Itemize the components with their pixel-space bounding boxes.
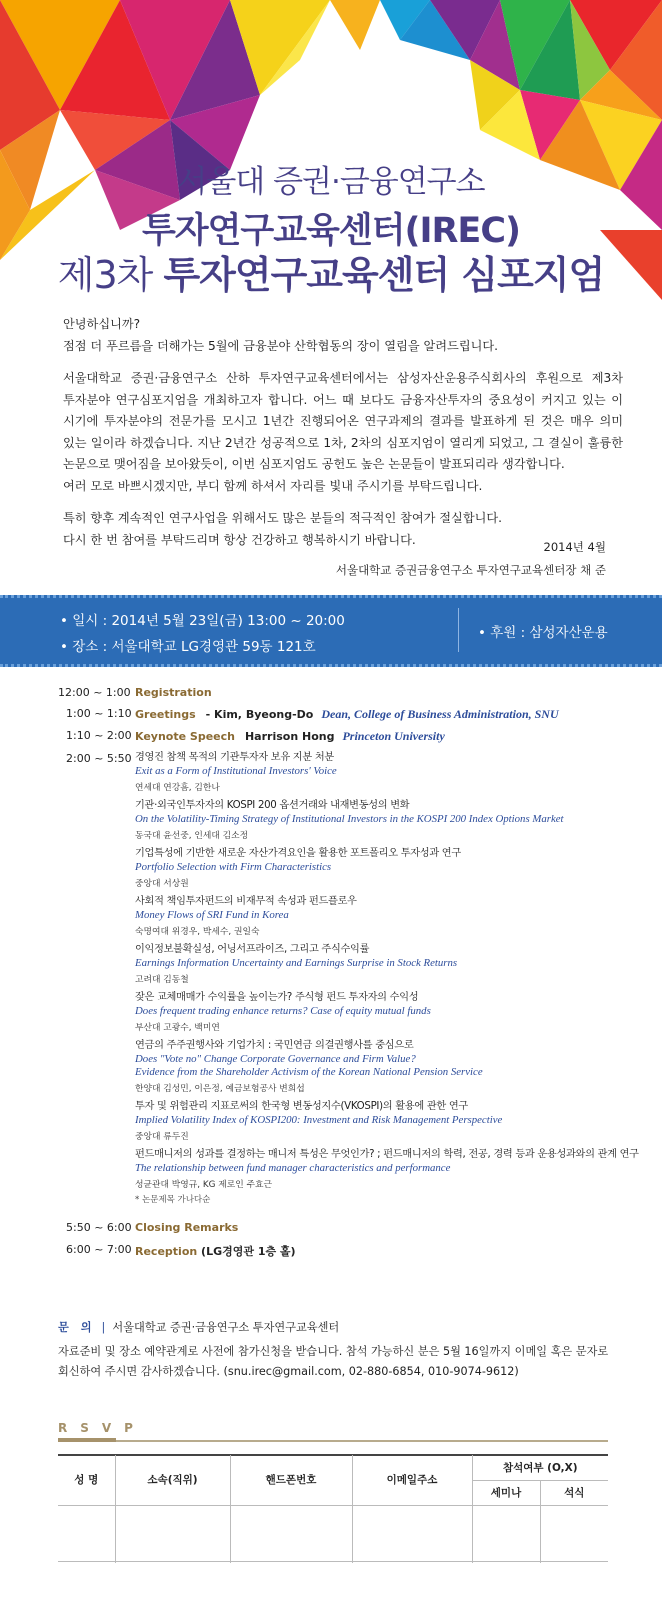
contact-label: 문 의	[58, 1321, 96, 1334]
paper-title-en: The relationship between fund manager characteristics and performance	[135, 1162, 451, 1174]
ordering-note: * 논문제목 가나다순	[135, 1195, 211, 1205]
closing-line: 다시 한 번 참여를 부탁드리며 항상 건강하고 행복하시기 바랍니다.	[63, 532, 416, 547]
greeting-line: 안녕하십니까?	[63, 317, 141, 331]
time-session: 2:00 ~ 5:50	[66, 752, 132, 765]
program-keynote	[135, 729, 445, 744]
paper-title-en: Earnings Information Uncertainty and Earnings Surprise in Stock Returns	[135, 957, 458, 969]
letter-date: 2014년 4월	[543, 540, 606, 554]
paper-item	[135, 991, 645, 1033]
paper-item	[135, 799, 645, 841]
greeting-paragraph	[63, 314, 623, 357]
center-name: 서울대 증권·금융연구소	[177, 164, 485, 200]
paper-item	[135, 943, 645, 985]
keynote-affiliation: Princeton University	[342, 729, 445, 743]
paper-item	[135, 1100, 645, 1142]
paper-title-ko: 잦은 교체매매가 수익률을 높이는가? 주식형 펀드 투자자의 수익성	[135, 992, 419, 1003]
paper-title-en: Implied Volatility Index of KOSPI200: Investment and Risk Management Perspective	[135, 1114, 503, 1126]
paper-item	[135, 1039, 645, 1094]
contact-section	[58, 1318, 638, 1382]
paper-title-ko: 투자 및 위험관리 지표로써의 한국형 변동성지수(VKOSPI)의 활용에 관한 연구	[135, 1101, 468, 1112]
paper-item	[135, 895, 645, 937]
paper-title-ko: 이익정보불확실성, 어닝서프라이즈, 그리고 주식수익률	[135, 944, 370, 955]
program-greetings	[135, 707, 559, 722]
time-keynote: 1:10 ~ 2:00	[66, 729, 132, 742]
event-place: • 장소 : 서울대학교 LG경영관 59동 121호	[60, 639, 316, 655]
paper-title-ko: 펀드매니저의 성과를 결정하는 매니저 특성은 무엇인가? ; 펀드매니저의 학력, 전공, 경력 등과 운용성과와의 관계 연구	[135, 1149, 639, 1160]
event-info-band	[0, 595, 662, 667]
paper-title-en: Does frequent trading enhance returns? Case of equity mutual funds	[135, 1005, 431, 1017]
paper-authors: 동국대 윤선중, 인세대 김소정	[135, 831, 249, 841]
rsvp-title: RSVP	[58, 1421, 146, 1435]
greetings-affiliation: Dean, College of Business Administration, SNU	[321, 707, 559, 721]
rsvp-col-attendance: 참석여부 (O,X)	[472, 1455, 608, 1480]
body-line: 여러 모로 바쁘시겠지만, 부디 함께 하셔서 자리를 빛내 주시기를 부탁드립니다.	[63, 478, 483, 493]
paper-authors: 중앙대 류두진	[135, 1132, 189, 1142]
paper-authors: 숙명여대 위경우, 박세수, 권일숙	[135, 927, 260, 937]
rsvp-cell-seminar[interactable]	[472, 1505, 540, 1563]
rsvp-col-phone: 핸드폰번호	[230, 1455, 352, 1505]
rsvp-cell-affiliation[interactable]	[115, 1505, 230, 1563]
body-line: 투자분야 연구심포지엄을 개최하고자 합니다. 어느 때 보다도 금융자산투자의 중요성이 커지고 있는 이	[63, 392, 623, 407]
invitation-letter	[63, 314, 623, 562]
center-title: 투자연구교육센터(IREC)	[141, 211, 521, 251]
paper-item	[135, 847, 645, 889]
time-closing: 5:50 ~ 6:00	[66, 1221, 132, 1234]
time-registration: 12:00 ~ 1:00	[58, 686, 131, 699]
paper-item	[135, 1148, 645, 1190]
paper-title-ko: 경영진 참책 목적의 기관투자자 보유 지분 처분	[135, 752, 334, 763]
paper-title-en: Exit as a Form of Institutional Investors' Voice	[135, 765, 337, 777]
contact-header	[58, 1318, 638, 1338]
symposium-title-prefix: 제3차	[57, 253, 164, 297]
contact-org: 서울대학교 증권·금융연구소 투자연구교육센터	[112, 1321, 340, 1334]
closing-line: 특히 향후 계속적인 연구사업을 위해서도 많은 분들의 적극적인 참여가 절실합니다.	[63, 511, 503, 525]
paper-authors: 성균관대 박영규, KG 제로인 주효근	[135, 1180, 273, 1190]
symposium-title	[0, 244, 662, 299]
paper-authors: 연세대 연강흠, 김한나	[135, 783, 220, 793]
paper-authors: 한양대 김성민, 이은정, 예금보험공사 변희섭	[135, 1084, 305, 1094]
body-line: 서울대학교 증권·금융연구소 산하 투자연구교육센터에서는 삼성자산운용주식회사의 후원으로 제3차	[63, 371, 623, 385]
body-line: 있는 일이라 하겠습니다. 지난 2년간 성공적으로 1차, 2차의 심포지엄이 열리게 되었고, 그 결실이 훌륭한	[63, 435, 623, 450]
rsvp-entry-row	[58, 1505, 608, 1563]
body-line: 논문으로 맺어짐을 보아왔듯이, 이번 심포지엄도 공헌도 높은 논문들이 발표되리라 생각합니다.	[63, 457, 565, 471]
label-closing: Closing Remarks	[135, 1221, 239, 1234]
contact-line: 자료준비 및 장소 예약관계로 사전에 참가신청을 받습니다. 참석 가능하신 분은 5월 16일까지 이메일 혹은 문자로	[58, 1345, 609, 1358]
rsvp-col-email: 이메일주소	[352, 1455, 472, 1505]
rsvp-cell-phone[interactable]	[230, 1505, 352, 1563]
reception-place: (LG경영관 1층 홀)	[201, 1245, 296, 1258]
label-reception: Reception	[135, 1245, 198, 1258]
greeting-line: 점점 더 푸르름을 더해가는 5월에 금융분야 산학협동의 장이 열림을 알려드립니다.	[63, 338, 499, 353]
paper-title-en: Money Flows of SRI Fund in Korea	[135, 909, 289, 921]
paper-item	[135, 751, 645, 793]
contact-divider: |	[101, 1321, 106, 1334]
paper-title-en: Does "Vote no" Change Corporate Governance and Firm Value?	[135, 1053, 416, 1065]
signatory: 서울대학교 증권금융연구소 투자연구교육센터장 채 준	[335, 563, 606, 577]
rsvp-rule	[58, 1440, 608, 1442]
rsvp-col-affiliation: 소속(직위)	[115, 1455, 230, 1505]
label-keynote: Keynote Speech	[135, 730, 235, 743]
letter-signature	[336, 536, 606, 582]
paper-title-ko: 연금의 주주권행사와 기업가치 : 국민연금 의결권행사를 중심으로	[135, 1040, 414, 1051]
paper-title-ko: 기관·외국인투자자의 KOSPI 200 옵션거래와 내재변동성의 변화	[135, 800, 410, 811]
paper-authors: 중앙대 서상원	[135, 879, 189, 889]
body-paragraph	[63, 368, 623, 497]
rsvp-cell-name[interactable]	[58, 1505, 115, 1563]
paper-title-ko: 기업특성에 기반한 새로운 자산가격요인을 활용한 포트폴리오 투자성과 연구	[135, 848, 461, 859]
paper-title-en: Evidence from the Shareholder Activism of the Korean National Pension Service	[135, 1066, 483, 1078]
paper-title-en: On the Volatility-Timing Strategy of Institutional Investors in the KOSPI 200 Index Options Market	[135, 813, 564, 825]
keynote-speaker: Harrison Hong	[244, 730, 335, 743]
rsvp-table	[58, 1455, 608, 1563]
symposium-title-main: 투자연구교육센터 심포지엄	[163, 253, 605, 297]
time-reception: 6:00 ~ 7:00	[66, 1243, 132, 1256]
paper-authors: 부산대 고광수, 백미연	[135, 1023, 220, 1033]
rsvp-cell-dinner[interactable]	[540, 1505, 608, 1563]
rsvp-col-name: 성 명	[74, 1474, 99, 1487]
rsvp-col-seminar: 세미나	[472, 1480, 540, 1505]
event-date: • 일시 : 2014년 5월 23일(금) 13:00 ~ 20:00	[60, 613, 345, 629]
label-registration: Registration	[135, 686, 212, 699]
rsvp-table-bottom-rule	[58, 1561, 608, 1562]
paper-authors: 고려대 김동철	[135, 975, 189, 985]
body-line: 시기에 투자분야의 전문가를 모시고 1년간 진행되어온 연구과제의 결과를 발표하게 된 것은 매우 의미	[63, 414, 623, 428]
event-sponsor: • 후원 : 삼성자산운용	[478, 625, 608, 641]
label-greetings: Greetings	[135, 708, 196, 721]
rsvp-col-dinner: 석식	[540, 1480, 608, 1505]
paper-title-ko: 사회적 책임투자펀드의 비재무적 속성과 펀드플로우	[135, 896, 357, 907]
paper-title-en: Portfolio Selection with Firm Characteristics	[135, 861, 332, 873]
rsvp-cell-email[interactable]	[352, 1505, 472, 1563]
program-reception	[135, 1243, 296, 1259]
contact-line: 회신하여 주시면 감사하겠습니다. (snu.irec@gmail.com, 02-880-6854, 010-9074-9612)	[58, 1365, 519, 1378]
greetings-speaker: - Kim, Byeong-Do	[205, 708, 314, 721]
time-greetings: 1:00 ~ 1:10	[66, 707, 132, 720]
band-divider	[458, 608, 459, 652]
